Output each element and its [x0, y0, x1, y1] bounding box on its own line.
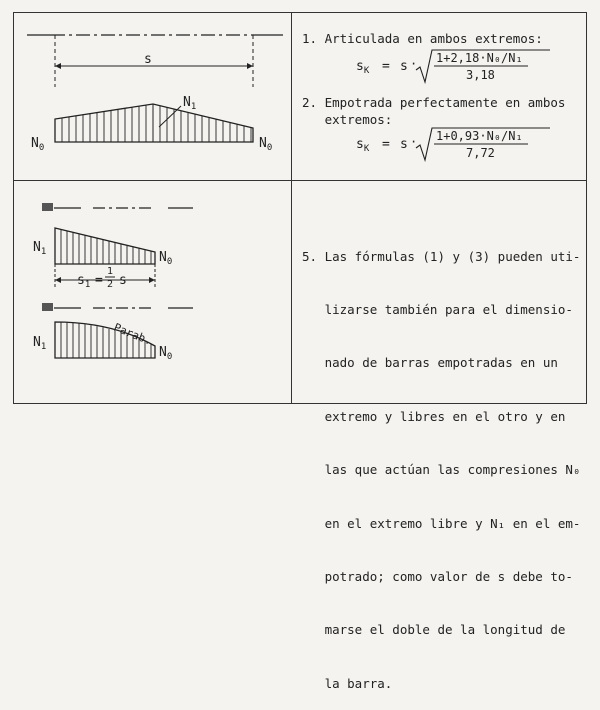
row-divider: [13, 180, 587, 181]
peak-label-sub: 1: [190, 102, 197, 112]
formula-1: [356, 48, 600, 88]
span-label: s: [144, 52, 152, 67]
lower-left-label: N: [33, 335, 41, 350]
item-2-heading: 2. Empotrada perfectamente en ambos extremos:: [302, 95, 566, 127]
svg-text:N0: $N_0$: [159, 345, 173, 362]
formula-2: [356, 126, 600, 166]
right-end-label: N: [259, 136, 267, 151]
svg-text:sK: $s_K$: [356, 137, 370, 154]
svg-text:2: 2: [107, 279, 114, 290]
upper-left-label: N: [33, 240, 41, 255]
svg-text:1+2,18·N₀/N₁: 1+2,18·N₀/N₁: [436, 51, 523, 65]
svg-text:N0: [259, 136, 272, 153]
svg-text:7,72: 7,72: [466, 146, 495, 160]
svg-text:N1: $N_1$: [33, 240, 47, 257]
svg-text:·: ·: [410, 135, 418, 149]
svg-text:=: =: [382, 137, 390, 152]
svg-text:1: 1: [107, 266, 114, 277]
svg-text:N0: [31, 136, 44, 153]
upper-right-label: N: [159, 250, 167, 265]
svg-text:s: s: [400, 137, 408, 152]
left-end-label: N: [31, 136, 39, 151]
right-end-label-sub: 0: [266, 143, 273, 153]
parabola-label: Parab.: [111, 320, 154, 348]
svg-text:s: s: [400, 59, 408, 74]
svg-text:s: s: [119, 273, 127, 288]
svg-text:s1: $s_1$: [77, 273, 91, 290]
dimension-label: s: [77, 273, 85, 288]
diagram-bottom-cantilever: [13, 188, 291, 403]
left-end-label-sub: 0: [38, 143, 45, 153]
svg-text:3,18: 3,18: [466, 68, 495, 82]
svg-text:sK: $s_K$: [356, 59, 370, 76]
lower-right-label: N: [159, 345, 167, 360]
svg-text:N1: [183, 95, 196, 112]
svg-text:N0: $N_0$: [159, 250, 173, 267]
item-5-text: 5. Las fórmulas (1) y (3) pueden uti- lizarse también para el dimensio- nado de barras empotradas en un extremo y libres en el otro y en las que actúan las compresiones N₀ en el extremo libre y N₁ en el em- potrado; como valor de s debe to- marse el doble de la longitud de la barra.: [302, 248, 581, 691]
diagram-top-triangular-load: [13, 12, 304, 180]
peak-label: N: [183, 95, 191, 110]
svg-text:·: ·: [410, 57, 418, 71]
item-1-heading: 1. Articulada en ambos extremos:: [302, 31, 543, 46]
svg-text:=: =: [382, 59, 390, 74]
svg-text:=: =: [95, 273, 103, 288]
svg-text:N1: $N_1$: [33, 335, 47, 352]
svg-text:1+0,93·N₀/N₁: 1+0,93·N₀/N₁: [436, 129, 523, 143]
